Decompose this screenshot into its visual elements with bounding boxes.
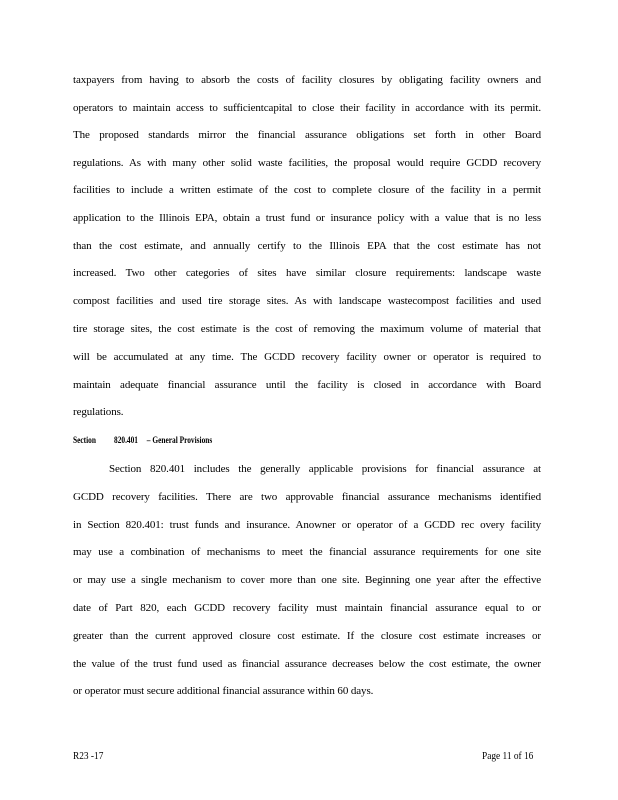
text-line: GCDD recovery facilities. There are two approvable financial assurance mechanisms identified (73, 491, 541, 503)
text-line: regulations. (73, 406, 124, 418)
text-line: operators to maintain access to sufficientcapital to close their facility in accordance with its permit. (73, 102, 541, 114)
text-line: date of Part 820, each GCDD recovery facility must maintain financial assurance equal to or (73, 602, 541, 614)
text-line: or may use a single mechanism to cover more than one site. Beginning one year after the effective (73, 574, 541, 586)
section-heading (73, 434, 212, 446)
text-line: regulations. As with many other solid waste facilities, the proposal would require GCDD recovery (73, 157, 541, 169)
section-heading-label: Section (73, 435, 96, 445)
text-line: in Section 820.401: trust funds and insurance. Anowner or operator of a GCDD rec overy facility (73, 519, 541, 531)
text-line: Section 820.401 includes the generally applicable provisions for financial assurance at (109, 463, 541, 475)
text-line: maintain adequate financial assurance until the facility is closed in accordance with Board (73, 379, 541, 391)
text-line: taxpayers from having to absorb the costs of facility closures by obligating facility owners and (73, 74, 541, 86)
text-line: may use a combination of mechanisms to meet the financial assurance requirements for one site (73, 546, 541, 558)
text-line: will be accumulated at any time. The GCDD recovery facility owner or operator is required to (73, 351, 541, 363)
text-line: greater than the current approved closure cost estimate. If the closure cost estimate increases or (73, 630, 541, 642)
text-line: The proposed standards mirror the financial assurance obligations set forth in other Board (73, 129, 541, 141)
text-line: or operator must secure additional financial assurance within 60 days. (73, 685, 374, 697)
section-heading-number: 820.401 (114, 435, 138, 445)
text-line: tire storage sites, the cost estimate is the cost of removing the maximum volume of material that (73, 323, 541, 335)
text-line: compost facilities and used tire storage sites. As with landscape wastecompost facilities and used (73, 295, 541, 307)
text-line: the value of the trust fund used as financial assurance decreases below the cost estimate, the owner (73, 658, 541, 670)
text-line: increased. Two other categories of sites have similar closure requirements: landscape waste (73, 267, 541, 279)
section-heading-title: – General Provisions (146, 435, 213, 445)
text-line: than the cost estimate, and annually certify to the Illinois EPA that the cost estimate has not (73, 240, 541, 252)
text-line: facilities to include a written estimate of the cost to complete closure of the facility in a permit (73, 184, 541, 196)
footer-doc-id: R23 -17 (73, 750, 104, 762)
footer-page-number: Page 11 of 16 (482, 750, 534, 762)
text-line: application to the Illinois EPA, obtain a trust fund or insurance policy with a value that is no less (73, 212, 541, 224)
